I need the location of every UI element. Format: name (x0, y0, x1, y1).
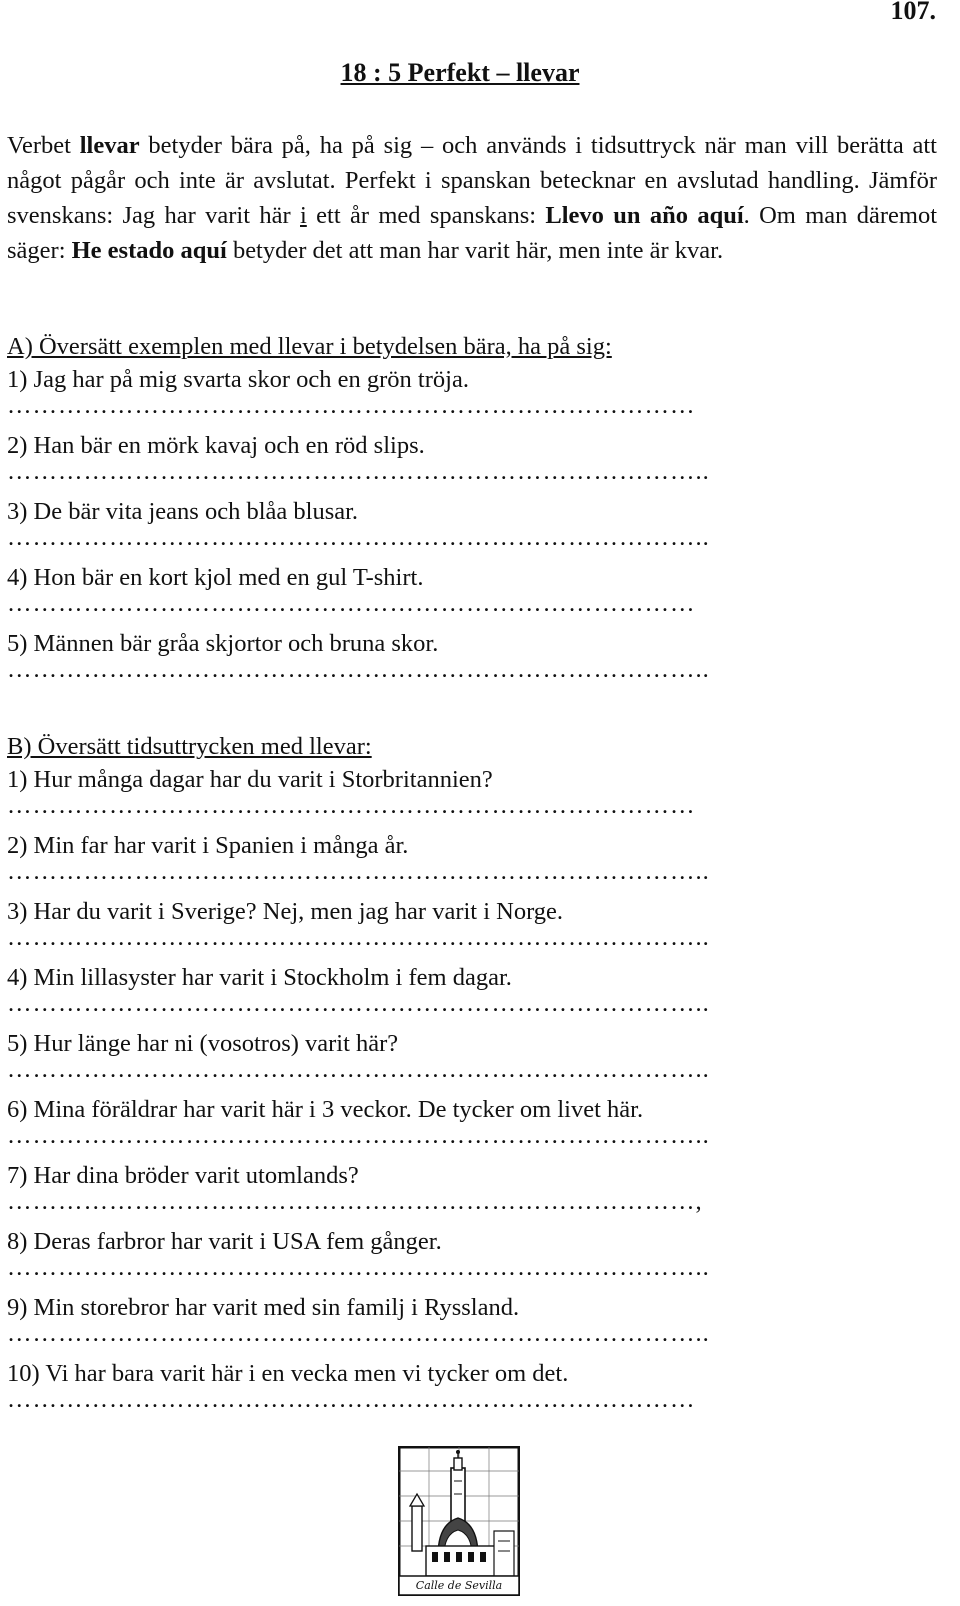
logo-label: Calle de Sevilla (415, 1579, 503, 1592)
intro-text-5: betyder det att man har varit här, men inte är kvar. (226, 237, 724, 264)
answer-line[interactable]: ……………………………………………………………………… (7, 396, 696, 419)
calle-de-sevilla-logo (398, 1446, 520, 1596)
exercise-item (7, 1093, 947, 1159)
exercise-prompt: 2) Han bär en mörk kavaj och en röd slips. (7, 432, 425, 459)
exercise-prompt: 8) Deras farbror har varit i USA fem gånger. (7, 1228, 442, 1255)
exercise-item (7, 763, 947, 829)
exercise-item (7, 1225, 947, 1291)
exercise-prompt: 4) Min lillasyster har varit i Stockholm i fem dagar. (7, 964, 512, 991)
exercise-prompt: 7) Har dina bröder varit utomlands? (7, 1162, 359, 1189)
intro-text-2: betyder bära på, ha på sig – och används i tidsuttryck när man vill berätta att något pågår och inte är avslutat. Perfekt i spanskan betecknar en avslutad handling. Jämför svenskans: Jag har varit här (7, 132, 937, 229)
answer-line[interactable]: ……………………………………………………………………… (7, 1390, 696, 1413)
intro-paragraph (7, 128, 937, 268)
exercise-prompt: 1) Hur många dagar har du varit i Storbritannien? (7, 766, 493, 793)
intro-i: i (300, 202, 307, 229)
page-title: 18 : 5 Perfekt – llevar (340, 58, 580, 87)
exercise-item (7, 363, 947, 429)
page-number: 107. (890, 0, 936, 25)
answer-line[interactable]: ……………………………………………………………………….. (7, 1258, 710, 1281)
intro-example-1: Llevo un año aquí (545, 202, 744, 229)
exercise-prompt: 3) Har du varit i Sverige? Nej, men jag har varit i Norge. (7, 898, 564, 925)
intro-text-3: ett år med spanskans: (306, 202, 546, 229)
section-a-heading: A) Översätt exemplen med llevar i betydelsen bära, ha på sig: (7, 333, 612, 360)
exercise-item (7, 829, 947, 895)
intro-example-2: He estado aquí (71, 237, 227, 264)
answer-line[interactable]: ……………………………………………………………………… (7, 594, 696, 617)
answer-line[interactable]: ……………………………………………………………………….. (7, 462, 710, 485)
answer-line[interactable]: ……………………………………………………………………….. (7, 1126, 710, 1149)
answer-line[interactable]: ………………………………………………………………………, (7, 1192, 703, 1215)
section-b (7, 730, 947, 1423)
exercise-item (7, 895, 947, 961)
intro-llevar: llevar (79, 132, 140, 159)
exercise-prompt: 2) Min far har varit i Spanien i många år. (7, 832, 409, 859)
exercise-item (7, 429, 947, 495)
exercise-prompt: 4) Hon bär en kort kjol med en gul T-shirt. (7, 564, 424, 591)
exercise-item (7, 1291, 947, 1357)
exercise-prompt: 10) Vi har bara varit här i en vecka men vi tycker om det. (7, 1360, 569, 1387)
exercise-item (7, 495, 947, 561)
exercise-prompt: 6) Mina föräldrar har varit här i 3 veckor. De tycker om livet här. (7, 1096, 644, 1123)
exercise-item (7, 561, 947, 627)
answer-line[interactable]: ……………………………………………………………………….. (7, 660, 710, 683)
intro-text-4: . Om man däremot säger: (7, 202, 937, 264)
answer-line[interactable]: ……………………………………………………………………….. (7, 928, 710, 951)
answer-line[interactable]: ……………………………………………………………………….. (7, 528, 710, 551)
intro-text-1: Verbet (7, 132, 80, 159)
exercise-item (7, 1027, 947, 1093)
exercise-item (7, 1159, 947, 1225)
answer-line[interactable]: ……………………………………………………………………….. (7, 1324, 710, 1347)
answer-line[interactable]: ……………………………………………………………………….. (7, 1060, 710, 1083)
exercise-item (7, 627, 947, 693)
answer-line[interactable]: ……………………………………………………………………….. (7, 862, 710, 885)
exercise-prompt: 3) De bär vita jeans och blåa blusar. (7, 498, 359, 525)
exercise-item (7, 1357, 947, 1423)
exercise-prompt: 5) Hur länge har ni (vosotros) varit här? (7, 1030, 399, 1057)
exercise-prompt: 5) Männen bär gråa skjortor och bruna skor. (7, 630, 439, 657)
section-a (7, 330, 947, 693)
exercise-item (7, 961, 947, 1027)
section-b-heading: B) Översätt tidsuttrycken med llevar: (7, 733, 372, 760)
answer-line[interactable]: ……………………………………………………………………… (7, 796, 696, 819)
exercise-prompt: 9) Min storebror har varit med sin familj i Ryssland. (7, 1294, 520, 1321)
exercise-prompt: 1) Jag har på mig svarta skor och en grön tröja. (7, 366, 469, 393)
answer-line[interactable]: ……………………………………………………………………….. (7, 994, 710, 1017)
cathedral-drawing-icon (398, 1446, 520, 1596)
